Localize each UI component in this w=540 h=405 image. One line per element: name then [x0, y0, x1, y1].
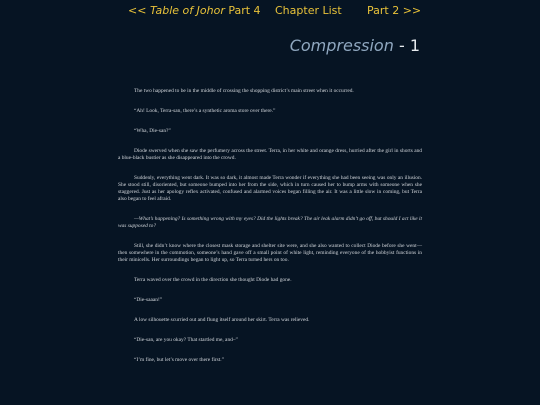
previous-part-link[interactable]	[128, 4, 261, 17]
paragraph: “Die-saaan!”	[134, 297, 163, 303]
paragraph: Suddenly, everything went dark. It was so dark, it almost made Terra wonder if everything she had been seeing was only an illusion. She stood still, disoriented, but someone bumped into her from the side, which in turn caused her to bump arms with someone when she staggered. Just as her apology reflex activated, confused and alarmed voices began filling the air. It was a little slow in coming, but Terra also began to feel afraid.	[118, 175, 422, 202]
paragraph: A low silhouette scurried out and flung itself around her skirt. Terra was relieved.	[134, 317, 310, 323]
paragraph: The two happened to be in the middle of crossing the shopping district’s main street when it occurred.	[134, 88, 354, 94]
chapter-navigation	[0, 4, 540, 22]
paragraph: “Ah! Look, Terra-san, there’s a synthetic aroma store over there.”	[134, 108, 276, 114]
chapter-title-separator: -	[393, 36, 410, 55]
paragraph: “I’m fine, but let’s move over there first.”	[134, 357, 224, 363]
chapter-list-link[interactable]: Chapter List	[275, 4, 342, 17]
paragraph: Diode swerved when she saw the perfumery across the street. Terra, in her white and orange dress, hurried after the girl in shorts and a blue-black bustier as she disappeared into the crowd.	[118, 148, 422, 161]
paragraph-thought: —What’s happening? Is something wrong with my eyes? Did the lights break? The air leak alarm didn’t go off, but should I act like it was supposed to?	[118, 216, 422, 229]
paragraph: “Wha, Die-san?”	[134, 128, 171, 134]
story-text	[118, 88, 422, 377]
paragraph: Terra waved over the crowd in the direction she thought Diode had gone.	[134, 277, 292, 283]
chapter-number: 1	[409, 36, 420, 55]
chapter-title-text: Compression	[289, 36, 394, 55]
paragraph: Still, she didn’t know where the closest mask storage and shelter site were, and she also wanted to collect Diode before she went—then somewhere in the commotion, someone’s hand gave off a small point of white light, reminding everyone of the hobbyist functions in their minicells. Her surroundings began to light up, so Terra turned hers on too.	[118, 243, 422, 263]
paragraph: “Die-san, are you okay? That startled me, and–”	[134, 337, 238, 343]
chapter-title	[290, 36, 420, 55]
previous-part-suffix: Part 4	[224, 4, 261, 17]
previous-part-title: Table of Johor	[149, 4, 225, 17]
next-part-link[interactable]: Part 2 >>	[367, 4, 422, 17]
previous-part-prefix: <<	[128, 4, 150, 17]
